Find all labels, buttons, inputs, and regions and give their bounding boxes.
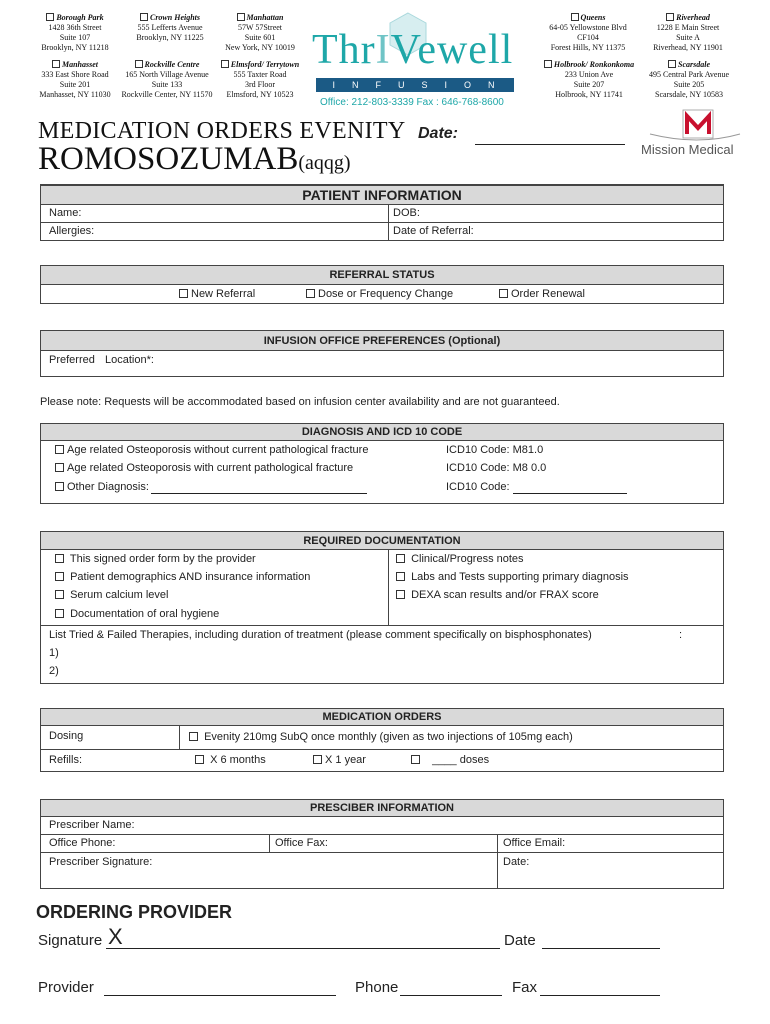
prescriber-contact-row bbox=[41, 835, 723, 853]
signature-x-mark: X bbox=[108, 924, 123, 949]
prescriber-name-row bbox=[41, 817, 723, 835]
location-manhasset: Manhasset 333 East Shore Road Suite 201 Manhasset, NY 11030 bbox=[39, 60, 111, 99]
doc-signed-form[interactable]: This signed order form by the provider bbox=[55, 553, 256, 565]
icd-other-line[interactable] bbox=[513, 493, 627, 494]
provider-label: Provider bbox=[38, 979, 94, 996]
drug-name: ROMOSOZUMAB(aqqg) bbox=[38, 141, 351, 177]
dose-change-checkbox[interactable] bbox=[306, 289, 315, 298]
referral-status-heading: REFERRAL STATUS bbox=[41, 266, 723, 285]
phone-line[interactable] bbox=[400, 995, 502, 996]
therapy-item-1[interactable]: 1) bbox=[49, 647, 59, 659]
documentation-heading: REQUIRED DOCUMENTATION bbox=[41, 532, 723, 550]
diagnosis-body bbox=[41, 441, 723, 503]
doc-demographics-checkbox[interactable] bbox=[55, 572, 64, 581]
date-field[interactable] bbox=[475, 144, 625, 145]
doc-signed-form-checkbox[interactable] bbox=[55, 554, 64, 563]
elmsford-checkbox[interactable] bbox=[221, 60, 229, 68]
location-crown-heights: Crown Heights 555 Lefferts Avenue Brooklyn, NY 11225 bbox=[136, 13, 204, 42]
doc-oral-hygiene[interactable]: Documentation of oral hygiene bbox=[55, 608, 219, 620]
location-scarsdale: Scarsdale 495 Central Park Avenue Suite 205 Scarsdale, NY 10583 bbox=[648, 60, 730, 99]
evenity-dosing-option[interactable]: Evenity 210mg SubQ once monthly (given as two injections of 105mg each) bbox=[189, 731, 573, 743]
diagnosis-heading: DIAGNOSIS AND ICD 10 CODE bbox=[41, 424, 723, 441]
diagnosis-option-1[interactable]: Age related Osteoporosis without current pathological fracture bbox=[55, 444, 368, 456]
refill-1-year-checkbox[interactable] bbox=[313, 755, 322, 764]
location-riverhead: Riverhead 1228 E Main Street Suite A Riverhead, NY 11901 bbox=[653, 13, 723, 52]
icd-code-1: ICD10 Code: M81.0 bbox=[446, 444, 544, 456]
holbrook-checkbox[interactable] bbox=[544, 60, 552, 68]
diagnosis-other-checkbox[interactable] bbox=[55, 482, 64, 491]
documentation-checklist bbox=[41, 550, 723, 626]
refill-doses[interactable]: ____ doses bbox=[411, 754, 489, 766]
medication-orders-section bbox=[40, 708, 724, 772]
manhasset-checkbox[interactable] bbox=[52, 60, 60, 68]
new-referral-checkbox[interactable] bbox=[179, 289, 188, 298]
phone-label: Phone bbox=[355, 979, 399, 996]
doc-dexa[interactable]: DEXA scan results and/or FRAX score bbox=[396, 589, 599, 601]
prescriber-signature-row bbox=[41, 853, 723, 888]
ordering-date-line[interactable] bbox=[542, 948, 660, 949]
availability-note: Please note: Requests will be accommodated based on infusion center availability and are not guaranteed. bbox=[40, 396, 560, 408]
refills-row bbox=[41, 750, 723, 771]
office-phone-field[interactable]: Office Phone: bbox=[49, 837, 116, 849]
dob-field[interactable]: DOB: bbox=[393, 207, 420, 219]
dosing-row bbox=[41, 726, 723, 750]
refill-doses-checkbox[interactable] bbox=[411, 755, 420, 764]
diagnosis-option-2[interactable]: Age related Osteoporosis with current pathological fracture bbox=[55, 462, 353, 474]
doc-labs-checkbox[interactable] bbox=[396, 572, 405, 581]
prescriber-heading: PRESCIBER INFORMATION bbox=[41, 800, 723, 817]
location-queens: Queens 64-05 Yellowstone Blvd CF104 Forest Hills, NY 11375 bbox=[549, 13, 627, 52]
page-title: MEDICATION ORDERS EVENITY bbox=[38, 118, 406, 144]
refills-label: Refills: bbox=[49, 754, 83, 766]
office-preferences-section bbox=[40, 330, 724, 377]
doc-progress-notes[interactable]: Clinical/Progress notes bbox=[396, 553, 524, 565]
location-rockville-centre: Rockville Centre 165 North Village Avenue Suite 133 Rockville Center, NY 11570 bbox=[121, 60, 213, 99]
logo-wordmark: ThrIVewell bbox=[312, 27, 514, 73]
tried-failed-therapies[interactable] bbox=[41, 626, 723, 683]
patient-row-2 bbox=[41, 223, 723, 241]
mission-medical-text: Mission Medical bbox=[641, 142, 734, 157]
patient-information-section bbox=[40, 184, 724, 241]
patient-row-1 bbox=[41, 205, 723, 223]
location-holbrook: Holbrook/ Ronkonkoma 233 Union Ave Suite 207 Holbrook, NY 11741 bbox=[534, 60, 644, 100]
fax-label: Fax bbox=[512, 979, 538, 996]
ordering-date-label: Date bbox=[504, 932, 536, 949]
signature-label: Signature bbox=[38, 932, 103, 949]
borough-park-checkbox[interactable] bbox=[46, 13, 54, 21]
referral-options bbox=[41, 285, 723, 304]
order-renewal-checkbox[interactable] bbox=[499, 289, 508, 298]
preferred-label: Preferred bbox=[49, 354, 95, 366]
refill-1-year[interactable]: X 1 year bbox=[313, 754, 366, 766]
therapy-item-2[interactable]: 2) bbox=[49, 665, 59, 677]
office-fax-field[interactable]: Office Fax: bbox=[275, 837, 328, 849]
rockville-checkbox[interactable] bbox=[135, 60, 143, 68]
refill-6-months-checkbox[interactable] bbox=[195, 755, 204, 764]
allergies-field[interactable]: Allergies: bbox=[49, 225, 95, 237]
provider-line[interactable] bbox=[104, 995, 336, 996]
scarsdale-checkbox[interactable] bbox=[668, 60, 676, 68]
preferred-location-row bbox=[41, 351, 723, 377]
diagnosis-section bbox=[40, 423, 724, 504]
new-referral-option[interactable]: New Referral bbox=[179, 288, 255, 300]
doc-dexa-checkbox[interactable] bbox=[396, 590, 405, 599]
doc-calcium-checkbox[interactable] bbox=[55, 590, 64, 599]
patient-information-heading: PATIENT INFORMATION bbox=[41, 186, 723, 205]
riverhead-checkbox[interactable] bbox=[666, 13, 674, 21]
doc-demographics[interactable]: Patient demographics AND insurance information bbox=[55, 571, 310, 583]
manhattan-checkbox[interactable] bbox=[237, 13, 245, 21]
medication-orders-heading: MEDICATION ORDERS bbox=[41, 709, 723, 726]
required-documentation-section bbox=[40, 531, 724, 684]
queens-checkbox[interactable] bbox=[571, 13, 579, 21]
office-contact: Office: 212-803-3339 Fax : 646-768-8600 bbox=[320, 97, 504, 108]
prescriber-date-field[interactable]: Date: bbox=[503, 856, 530, 868]
diagnosis-option-other[interactable]: Other Diagnosis: bbox=[55, 481, 149, 493]
prescriber-name-field[interactable]: Prescriber Name: bbox=[49, 819, 135, 831]
office-email-field[interactable]: Office Email: bbox=[503, 837, 566, 849]
office-preferences-heading: INFUSION OFFICE PREFERENCES (Optional) bbox=[41, 331, 723, 351]
tried-failed-colon: : bbox=[679, 629, 683, 641]
crown-heights-checkbox[interactable] bbox=[140, 13, 148, 21]
doc-labs[interactable]: Labs and Tests supporting primary diagnosis bbox=[396, 571, 629, 583]
logo-band: INFUSION bbox=[316, 78, 514, 92]
icd-code-other: ICD10 Code: bbox=[446, 481, 510, 493]
location-field[interactable]: Location*: bbox=[105, 354, 154, 366]
prescriber-signature-field[interactable]: Prescriber Signature: bbox=[49, 856, 153, 868]
thrivewell-logo bbox=[312, 12, 514, 108]
evenity-dosing-checkbox[interactable] bbox=[189, 732, 198, 741]
dose-change-option[interactable]: Dose or Frequency Change bbox=[306, 288, 453, 300]
diagnosis-1-checkbox[interactable] bbox=[55, 445, 64, 454]
signature-line[interactable] bbox=[106, 948, 500, 949]
order-renewal-option[interactable]: Order Renewal bbox=[499, 288, 585, 300]
referral-status-section bbox=[40, 265, 724, 304]
diagnosis-2-checkbox[interactable] bbox=[55, 463, 64, 472]
doc-oral-hygiene-checkbox[interactable] bbox=[55, 609, 64, 618]
icd-code-2: ICD10 Code: M8 0.0 bbox=[446, 462, 547, 474]
fax-line[interactable] bbox=[540, 995, 660, 996]
name-field[interactable]: Name: bbox=[49, 207, 82, 219]
location-elmsford: Elmsford/ Terrytown 555 Taxter Road 3rd Floor Elmsford, NY 10523 bbox=[218, 60, 302, 100]
date-label: Date: bbox=[418, 125, 459, 142]
prescriber-information-section bbox=[40, 799, 724, 889]
referral-date-field[interactable]: Date of Referral: bbox=[393, 225, 474, 237]
doc-calcium[interactable]: Serum calcium level bbox=[55, 589, 168, 601]
location-borough-park: Borough Park 1428 36th Street Suite 107 Brooklyn, NY 11218 bbox=[41, 13, 109, 52]
tried-failed-label: List Tried & Failed Therapies, including duration of treatment (please comment specifically on bisphosphonates) bbox=[49, 629, 592, 641]
location-manhattan: Manhattan 57W 57Street Suite 601 New York, NY 10019 bbox=[225, 13, 295, 52]
doc-progress-notes-checkbox[interactable] bbox=[396, 554, 405, 563]
ordering-provider-title: ORDERING PROVIDER bbox=[36, 902, 233, 922]
dosing-label: Dosing bbox=[49, 730, 84, 742]
other-diagnosis-line[interactable] bbox=[151, 493, 367, 494]
refill-6-months[interactable]: X 6 months bbox=[195, 754, 266, 766]
